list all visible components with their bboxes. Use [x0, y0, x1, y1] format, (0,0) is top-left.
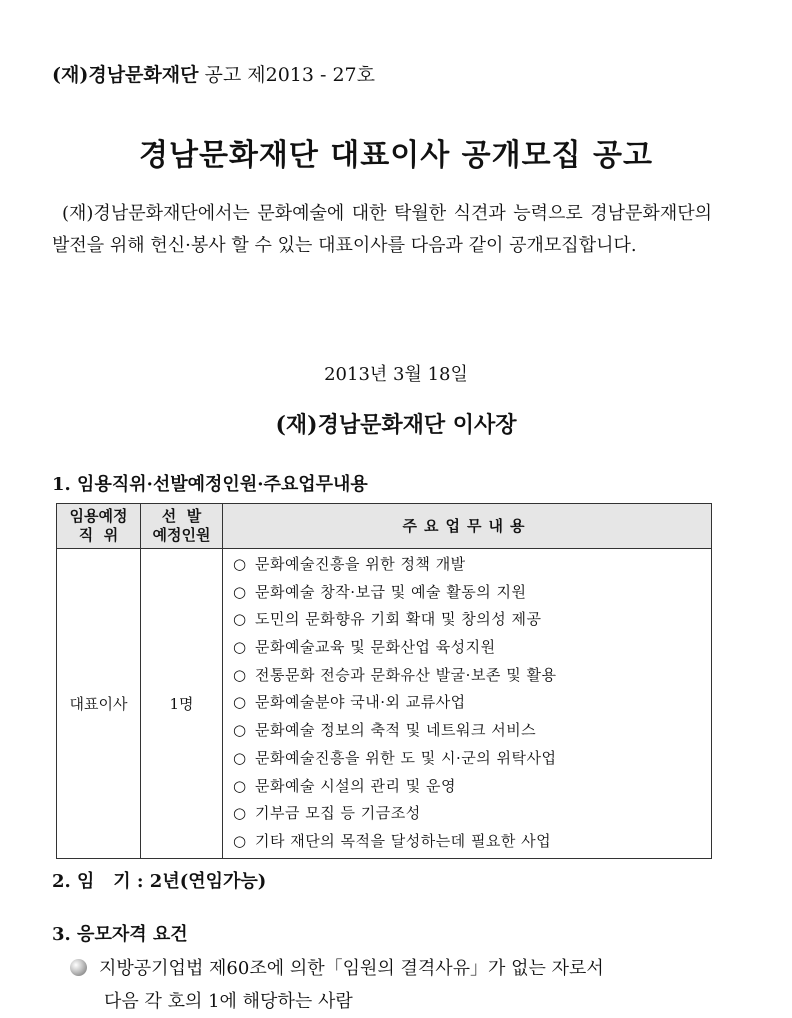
- signer: (재)경남문화재단 이사장: [275, 412, 517, 438]
- notice-number-text: 공고 제2013 - 27호: [204, 64, 376, 86]
- duty-text: 기타 재단의 목적을 달성하는데 필요한 사업: [255, 831, 552, 850]
- duty-text: 기부금 모집 등 기금조성: [255, 804, 421, 823]
- table-header-row: [57, 504, 712, 549]
- qualification-line1: [70, 952, 604, 985]
- cell-position: 대표이사: [57, 549, 141, 859]
- intro-paragraph: (재)경남문화재단에서는 문화예술에 대한 탁월한 식견과 능력으로 경남문화재단의 발전을 위해 헌신·봉사 할 수 있는 대표이사를 다음과 같이 공개모집합니다.: [52, 203, 712, 256]
- duty-text: 문화예술진흥을 위한 도 및 시·군의 위탁사업: [255, 748, 557, 767]
- table-row: [57, 549, 712, 859]
- duty-text: 문화예술 정보의 축적 및 네트워크 서비스: [255, 721, 537, 740]
- header-duties-label: 주요업무내용: [402, 516, 532, 535]
- section1-heading: 1. 임용직위·선발예정인원·주요업무내용: [52, 474, 368, 495]
- bullet-icon: ○: [233, 831, 247, 850]
- header-count: [141, 504, 223, 549]
- duty-text: 전통문화 전승과 문화유산 발굴·보존 및 활용: [255, 665, 557, 684]
- duty-text: 문화예술 시설의 관리 및 운영: [255, 776, 456, 795]
- header-position-line2: 직 위: [78, 526, 119, 544]
- bullet-icon: ○: [233, 638, 247, 657]
- duty-item: [233, 745, 711, 773]
- cell-duties: [223, 549, 712, 859]
- bullet-icon: ○: [233, 776, 247, 795]
- bullet-icon: ○: [233, 804, 247, 823]
- bullet-icon: ○: [233, 582, 247, 601]
- duty-item: [233, 606, 711, 634]
- bullet-icon: ○: [233, 665, 247, 684]
- notice-date: 2013년 3월 18일: [324, 364, 468, 385]
- qualification-item: [70, 952, 604, 1018]
- header-position-line1: 임용예정: [69, 507, 128, 525]
- header-position: [57, 504, 141, 549]
- header-count-line1: 선 발: [161, 507, 202, 525]
- duty-text: 문화예술 창작·보급 및 예술 활동의 지원: [255, 582, 527, 601]
- bullet-icon: ○: [233, 721, 247, 740]
- notice-number: [52, 60, 375, 87]
- duty-item: [233, 634, 711, 662]
- duty-item: [233, 828, 711, 856]
- bullet-icon: ○: [233, 748, 247, 767]
- duty-item: [233, 689, 711, 717]
- bullet-icon: ○: [233, 693, 247, 712]
- page-title: 경남문화재단 대표이사 공개모집 공고: [138, 138, 653, 173]
- duty-item: [233, 773, 711, 801]
- cell-count: 1명: [141, 549, 223, 859]
- duty-item: [233, 717, 711, 745]
- positions-table: [56, 503, 712, 859]
- duty-item: [233, 551, 711, 579]
- duty-item: [233, 800, 711, 828]
- sphere-bullet-icon: [70, 959, 87, 976]
- duty-text: 문화예술분야 국내·외 교류사업: [255, 693, 466, 712]
- header-count-line2: 예정인원: [152, 526, 211, 544]
- qualification-line2: 다음 각 호의 1에 해당하는 사람: [104, 991, 353, 1012]
- bullet-icon: ○: [233, 555, 247, 573]
- bullet-icon: ○: [233, 610, 247, 629]
- duty-text: 문화예술진흥을 위한 정책 개발: [255, 555, 466, 573]
- section3-heading: 3. 응모자격 요건: [52, 924, 188, 945]
- duty-item: [233, 662, 711, 690]
- notice-org: (재)경남문화재단: [52, 64, 199, 86]
- duty-item: [233, 579, 711, 607]
- duty-text: 도민의 문화향유 기회 확대 및 창의성 제공: [255, 610, 542, 629]
- section2-heading: 2. 임 기 : 2년(연임가능): [52, 871, 267, 892]
- qualification-text-1: 지방공기업법 제60조에 의한「임원의 결격사유」가 없는 자로서: [99, 958, 604, 979]
- duty-text: 문화예술교육 및 문화산업 육성지원: [255, 638, 496, 657]
- header-duties: [223, 504, 712, 549]
